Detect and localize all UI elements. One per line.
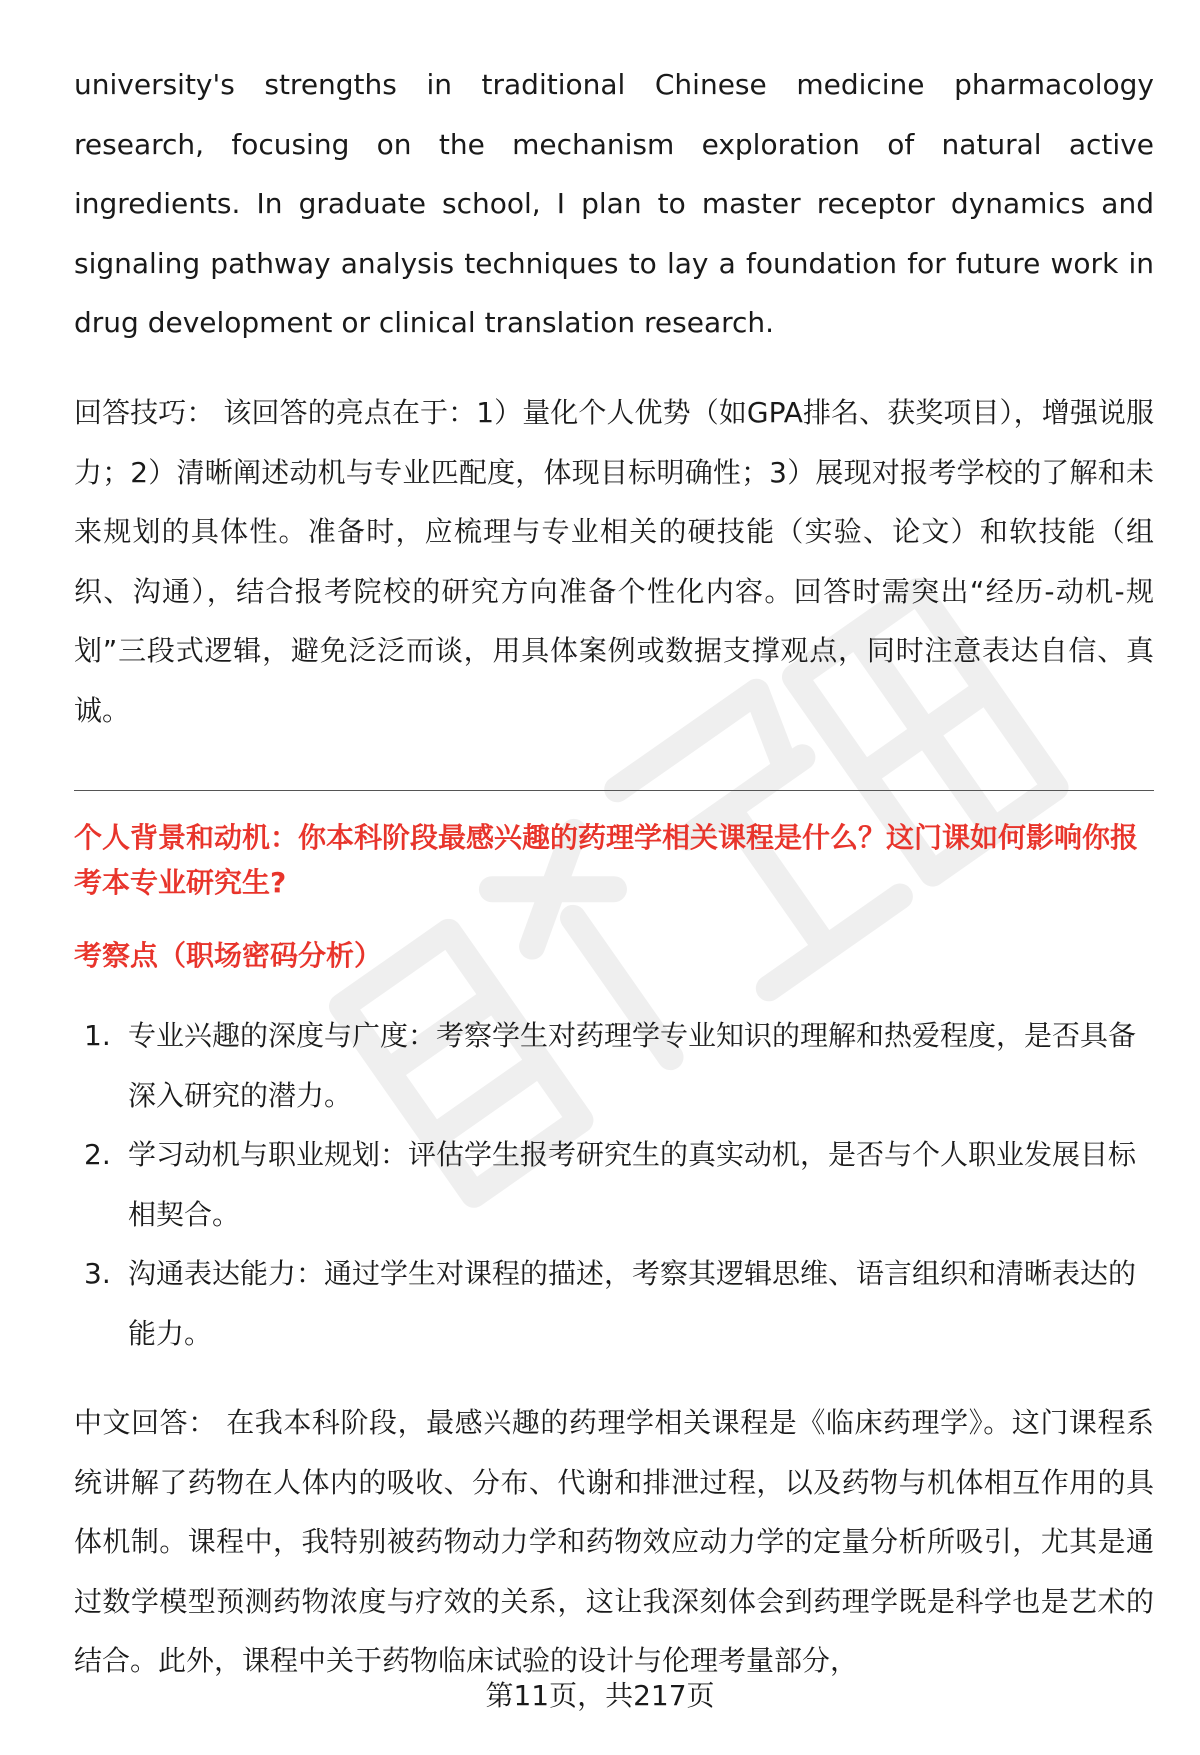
list-item-number: 3. bbox=[84, 1257, 111, 1290]
list-item bbox=[74, 1006, 1154, 1125]
answer-tip-paragraph: 回答技巧： 该回答的亮点在于：1）量化个人优势（如GPA排名、获奖项目），增强说服力；2）清晰阐述动机与专业匹配度，体现目标明确性；3）展现对报考学校的了解和未来规划的具体性。准备时，应梳理与专业相关的硬技能（实验、论文）和软技能（组织、沟通），结合报考院校的研究方向准备个性化内容。回答时需突出“经历-动机-规划”三段式逻辑，避免泛泛而谈，用具体案例或数据支撑观点，同时注意表达自信、真诚。 bbox=[74, 396, 1154, 727]
intro-paragraph: university's strengths in traditional Chinese medicine pharmacology research, focusing on the mechanism exploration of natural active ingredients. In graduate school, I plan to master receptor dynamics and signaling pathway analysis techniques to lay a foundation for future work in drug development or clinical translation research. bbox=[74, 68, 1154, 339]
list-item-number: 1. bbox=[84, 1019, 111, 1052]
list-item bbox=[74, 1125, 1154, 1244]
assessment-points-list bbox=[74, 1006, 1154, 1363]
list-item-text: 学习动机与职业规划：评估学生报考研究生的真实动机，是否与个人职业发展目标相契合。 bbox=[128, 1138, 1137, 1231]
section-divider bbox=[74, 790, 1154, 791]
page-footer: 第11页，共217页 bbox=[485, 1679, 715, 1712]
chinese-answer-paragraph: 中文回答： 在我本科阶段，最感兴趣的药理学相关课程是《临床药理学》。这门课程系统讲解了药物在人体内的吸收、分布、代谢和排泄过程，以及药物与机体相互作用的具体机制。课程中，我特别被药物动力学和药物效应动力学的定量分析所吸引，尤其是通过数学模型预测药物浓度与疗效的关系，这让我深刻体会到药理学既是科学也是艺术的结合。此外，课程中关于药物临床试验的设计与伦理考量部分， bbox=[74, 1406, 1154, 1677]
list-item bbox=[74, 1244, 1154, 1363]
list-item-number: 2. bbox=[84, 1138, 111, 1171]
question-title: 个人背景和动机：你本科阶段最感兴趣的药理学相关课程是什么？这门课如何影响你报考本专业研究生? bbox=[74, 821, 1139, 899]
list-item-text: 专业兴趣的深度与广度：考察学生对药理学专业知识的理解和热爱程度，是否具备深入研究的潜力。 bbox=[128, 1019, 1137, 1112]
section-title: 考察点（职场密码分析） bbox=[74, 939, 383, 972]
list-item-text: 沟通表达能力：通过学生对课程的描述，考察其逻辑思维、语言组织和清晰表达的能力。 bbox=[128, 1257, 1137, 1350]
